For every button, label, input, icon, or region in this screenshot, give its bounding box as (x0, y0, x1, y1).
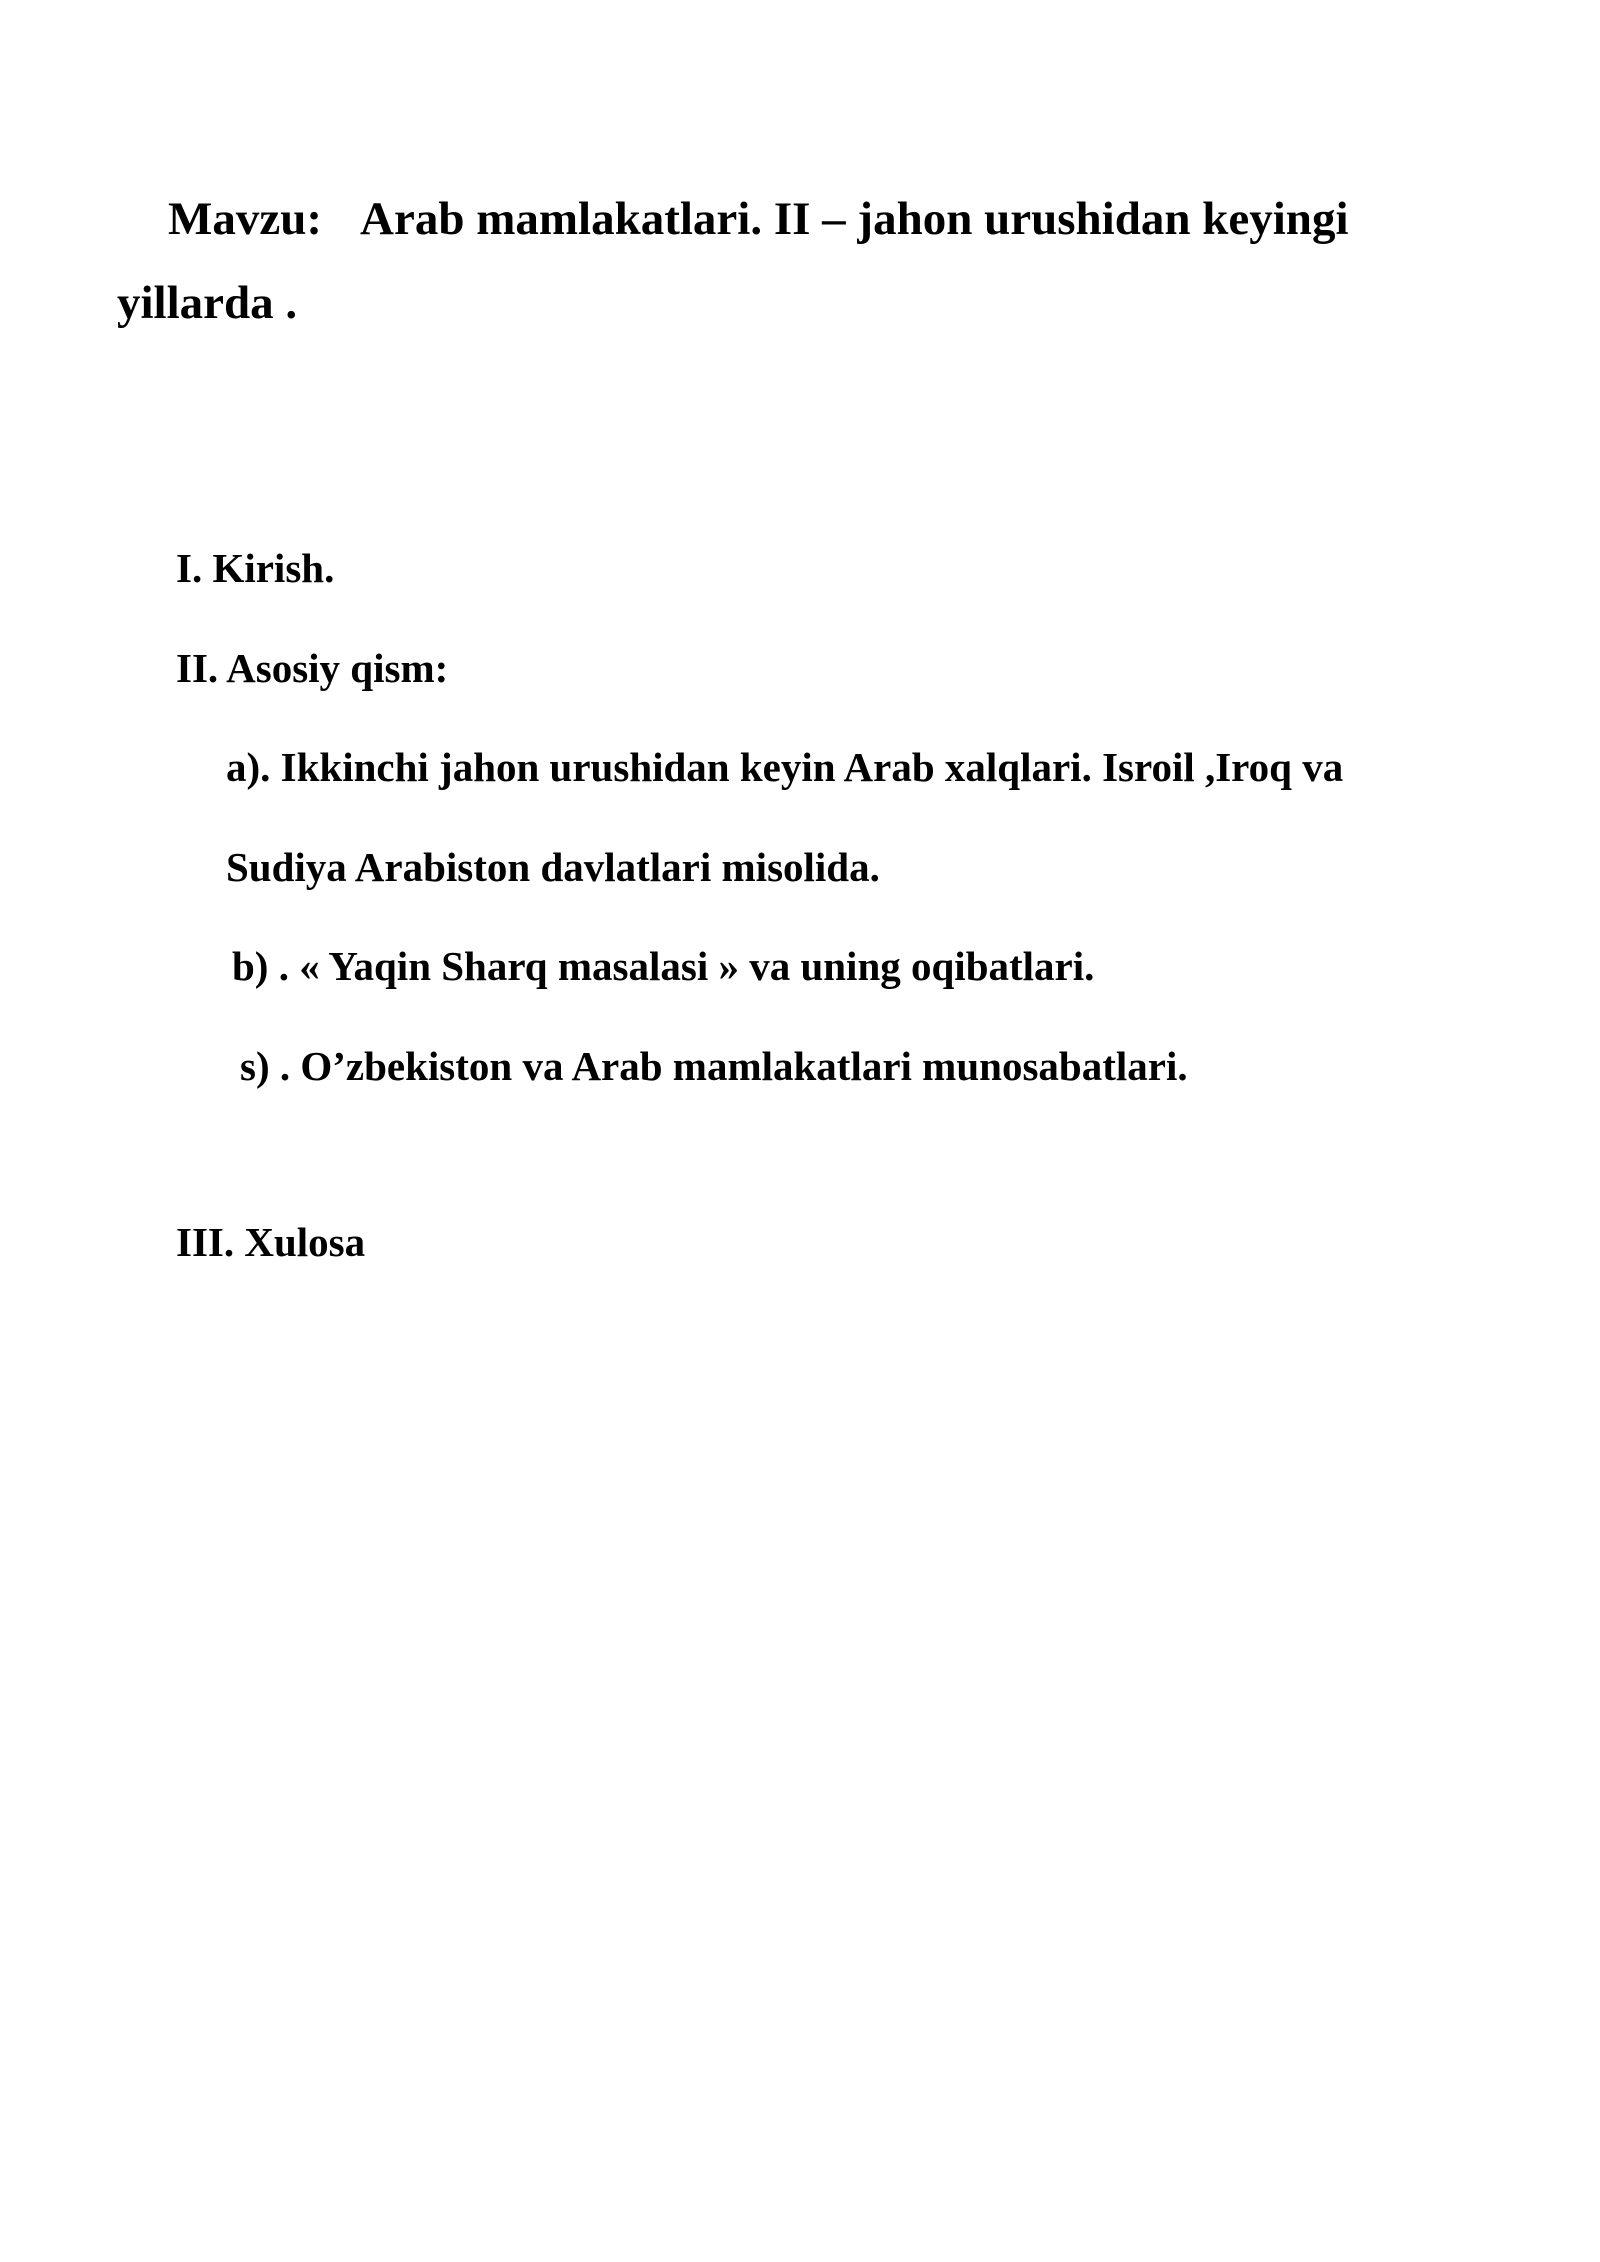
outline-item-s: s) . O’zbekiston va Arab mamlakatlari munosabatlari. (240, 1043, 1188, 1089)
outline-intro: I. Kirish. (176, 545, 335, 591)
outline-conclusion: III. Xulosa (176, 1219, 366, 1265)
title-first-line (168, 193, 1349, 245)
outline-main: II. Asosiy qism: (176, 645, 449, 691)
outline-item-a-line1: a). Ikkinchi jahon urushidan keyin Arab xalqlari. Isroil ,Iroq va (226, 744, 1344, 790)
outline-item-a-line2: Sudiya Arabiston davlatlari misolida. (226, 844, 880, 890)
title-text: Arab mamlakatlari. II – jahon urushidan keyingi (360, 193, 1349, 245)
outline-item-b: b) . « Yaqin Sharq masalasi » va uning oqibatlari. (232, 943, 1095, 989)
title-second-line: yillarda . (117, 277, 298, 329)
title-label: Mavzu: (168, 193, 323, 245)
